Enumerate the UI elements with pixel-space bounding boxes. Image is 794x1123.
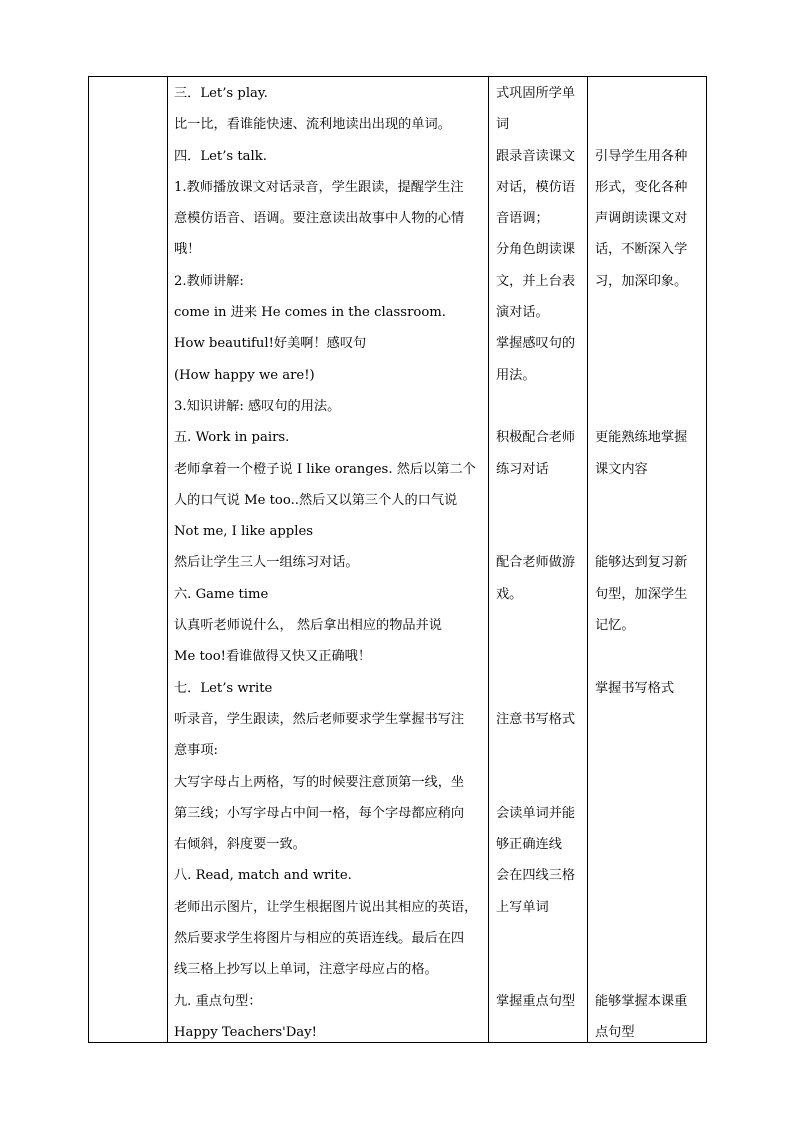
student-line: 用法。 (496, 367, 536, 383)
process-line: 六. Game time (174, 586, 269, 602)
process-line: 右倾斜，斜度要一致。 (174, 837, 306, 853)
intent-line (595, 297, 703, 328)
intent-line: 记忆。 (595, 618, 635, 634)
process-line: 人的口气说 Me too..然后又以第三个人的口气说 (174, 492, 458, 508)
process-line: 线三格上抄写以上单词，注意字母应占的格。 (174, 962, 438, 978)
table-border-right (706, 76, 707, 1043)
intent-line (595, 767, 703, 798)
student-line: 分角色朗读课 (496, 242, 576, 258)
process-line: 意模仿语音、语调。要注意读出故事中人物的心情 (174, 211, 465, 227)
intent-line: 点句型 (595, 1024, 635, 1040)
process-line: 大写字母占上两格，写的时候要注意顶第一线，坐 (174, 774, 465, 790)
student-line: 上写单词 (496, 899, 549, 915)
student-line: 词 (496, 117, 510, 133)
student-line: 积极配合老师 (496, 430, 576, 446)
student-line: 音语调； (496, 211, 549, 227)
process-line: Not me, I like apples (174, 524, 314, 540)
intent-line: 掌握书写格式 (595, 680, 675, 696)
process-line: 老师出示图片，让学生根据图片说出其相应的英语， (174, 899, 478, 915)
student-line (496, 1017, 588, 1048)
intent-line (595, 735, 703, 766)
intent-line: 声调朗读课文对 (595, 211, 688, 227)
process-line: How beautiful!好美啊！感叹句 (174, 336, 367, 352)
design-intent-column (595, 78, 703, 1048)
intent-line (595, 954, 703, 985)
process-line: 四．Let’s talk. (174, 148, 267, 164)
student-line (496, 610, 588, 641)
intent-line (595, 860, 703, 891)
intent-line (595, 923, 703, 954)
table-divider-2 (488, 76, 489, 1043)
student-line: 对话，模仿语 (496, 179, 576, 195)
student-line (496, 767, 588, 798)
process-line: 八. Read, match and write. (174, 868, 352, 884)
process-line: 老师拿着一个橙子说 I like oranges. 然后以第二个 (174, 461, 476, 477)
teaching-process-column (174, 78, 486, 1048)
table-border-left (88, 76, 89, 1043)
intent-line (595, 109, 703, 140)
intent-line (595, 360, 703, 391)
process-line: 三．Let’s play. (174, 86, 268, 101)
intent-line (595, 78, 703, 109)
process-line: 七．Let’s write (174, 680, 273, 696)
intent-line: 形式，变化各种 (595, 179, 688, 195)
process-line: 1.教师播放课文对话录音，学生跟读，提醒学生注 (174, 179, 464, 195)
process-line: 五. Work in pairs. (174, 430, 290, 446)
student-line (496, 735, 588, 766)
student-line (496, 391, 588, 422)
student-activity-column (496, 78, 588, 1048)
intent-line: 习，加深印象。 (595, 273, 688, 289)
intent-line (595, 798, 703, 829)
student-line: 跟录音读课文 (496, 148, 576, 164)
process-line: 比一比，看谁能快速、流利地读出出现的单词。 (174, 117, 451, 133)
intent-line: 能够达到复习新 (595, 555, 688, 571)
process-line: Me too!看谁做得又快又正确哦！ (174, 649, 372, 665)
intent-line (595, 704, 703, 735)
intent-line: 话，不断深入学 (595, 242, 688, 258)
student-line (496, 954, 588, 985)
intent-line (595, 641, 703, 672)
intent-line (595, 829, 703, 860)
intent-line (595, 485, 703, 516)
process-line: (How happy we are!) (174, 367, 315, 383)
student-line (496, 673, 588, 704)
student-line: 掌握重点句型 (496, 993, 576, 1009)
student-line: 练习对话 (496, 461, 549, 477)
student-line: 会读单词并能 (496, 805, 576, 821)
intent-line (595, 328, 703, 359)
process-line: 第三线；小写字母占中间一格，每个字母都应稍向 (174, 805, 465, 821)
intent-line: 更能熟练地掌握 (595, 430, 688, 446)
intent-line: 课文内容 (595, 461, 648, 477)
process-line: Happy Teachers'Day! (174, 1024, 317, 1040)
process-line: 哦！ (174, 242, 201, 258)
student-line: 演对话。 (496, 305, 549, 321)
process-line: 然后让学生三人一组练习对话。 (174, 555, 359, 571)
student-line (496, 516, 588, 547)
process-line: 意事项: (174, 743, 219, 759)
intent-line (595, 892, 703, 923)
table-divider-1 (167, 76, 168, 1043)
student-line: 文，并上台表 (496, 273, 576, 289)
process-line: 然后要求学生将图片与相应的英语连线。最后在四 (174, 931, 465, 947)
intent-line (595, 391, 703, 422)
process-line: 2.教师讲解: (174, 273, 244, 289)
student-line: 式巩固所学单 (496, 86, 576, 101)
process-line: 听录音，学生跟读，然后老师要求学生掌握书写注 (174, 711, 465, 727)
student-line: 注意书写格式 (496, 711, 576, 727)
student-line: 够正确连线 (496, 837, 562, 853)
student-line (496, 641, 588, 672)
student-line: 配合老师做游 (496, 555, 576, 571)
student-line: 戏。 (496, 586, 523, 602)
process-line: come in 进来 He comes in the classroom. (174, 305, 446, 321)
intent-line: 句型，加深学生 (595, 586, 688, 602)
process-line: 认真听老师说什么， 然后拿出相应的物品并说 (174, 618, 442, 634)
intent-line: 引导学生用各种 (595, 148, 688, 164)
intent-line (595, 516, 703, 547)
process-line: 九. 重点句型： (174, 993, 262, 1009)
intent-line: 能够掌握本课重 (595, 993, 688, 1009)
student-line: 会在四线三格 (496, 868, 576, 884)
student-line (496, 485, 588, 516)
process-line: 3.知识讲解: 感叹句的用法。 (174, 398, 341, 414)
student-line: 掌握感叹句的 (496, 336, 576, 352)
student-line (496, 923, 588, 954)
